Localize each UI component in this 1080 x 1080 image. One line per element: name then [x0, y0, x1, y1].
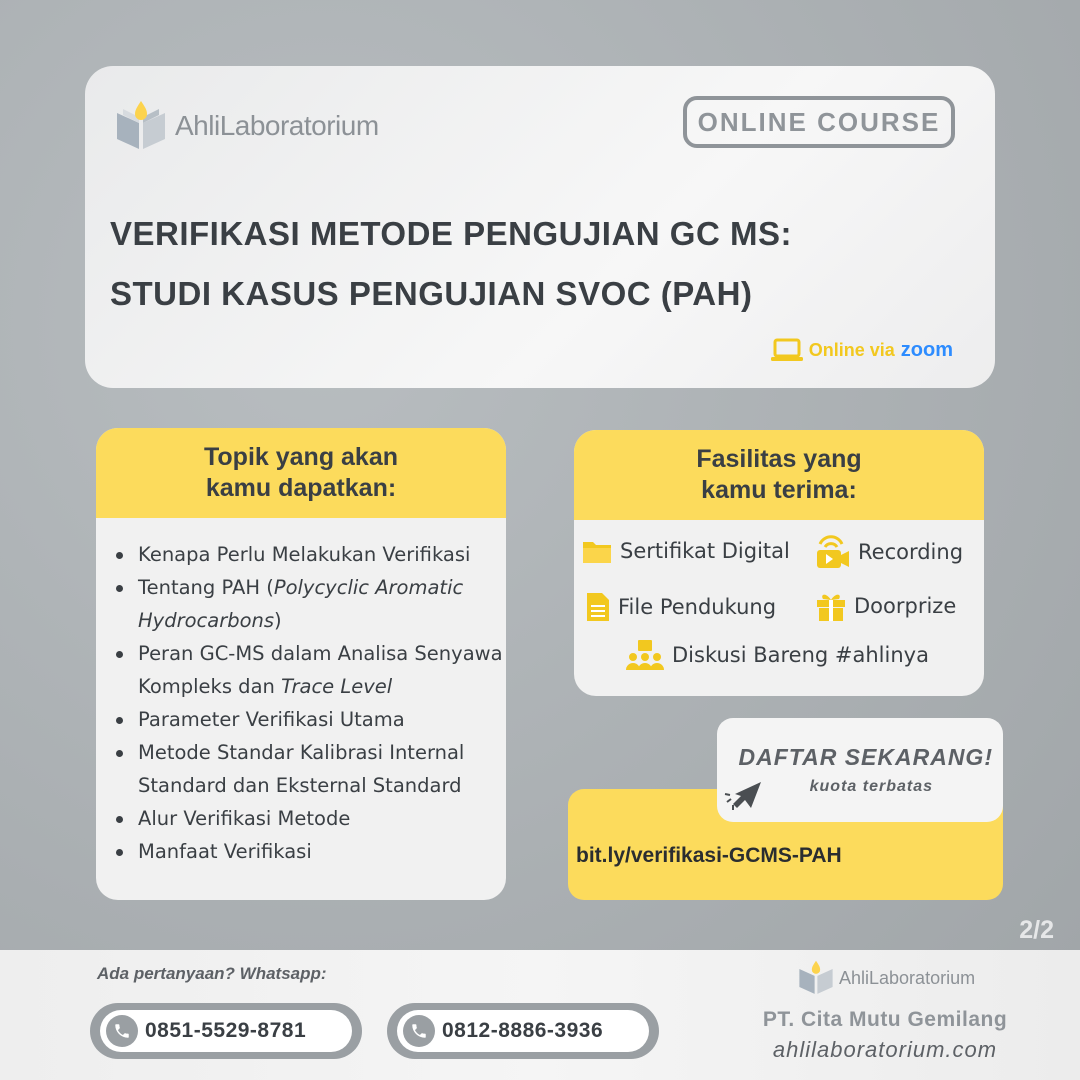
topic-text: Peran GC-MS dalam Analisa Senyawa Kompleks dan [138, 642, 503, 698]
list-item [116, 538, 506, 571]
title-line-2: STUDI KASUS PENGUJIAN SVOC (PAH) [110, 275, 753, 312]
phone-icon [403, 1015, 435, 1047]
whatsapp-contact-1[interactable] [90, 1003, 362, 1059]
topic-text: Manfaat Verifikasi [138, 840, 312, 863]
topics-heading [96, 428, 506, 518]
video-camera-icon [816, 535, 850, 569]
topics-card [96, 428, 506, 900]
register-now-callout [717, 718, 1003, 822]
online-via-label: Online via [808, 339, 895, 360]
brand-name: AhliLaboratorium [175, 110, 379, 141]
facilities-heading [574, 430, 984, 520]
book-logo-icon [798, 960, 834, 996]
facility-label: Sertifikat Digital [620, 539, 790, 563]
whatsapp-contact-2[interactable] [387, 1003, 659, 1059]
registration-link[interactable]: bit.ly/verifikasi-GCMS-PAH [576, 844, 842, 867]
list-item [116, 802, 506, 835]
register-now-label: DAFTAR SEKARANG! [738, 744, 993, 770]
header-card [85, 66, 995, 388]
list-item [116, 835, 506, 868]
topic-text: Alur Verifikasi Metode [138, 807, 351, 830]
laptop-icon [771, 338, 803, 362]
gift-icon [816, 590, 846, 622]
list-item [116, 571, 506, 637]
limited-quota-label: kuota terbatas [809, 778, 933, 795]
page-title [110, 204, 970, 324]
topic-text: Tentang PAH ( [138, 576, 274, 599]
footer-brand-logo [798, 960, 975, 996]
phone-number: 0812-8886-3936 [442, 1019, 604, 1042]
facility-files [586, 592, 776, 622]
footer [0, 950, 1080, 1080]
title-line-1: VERIFIKASI METODE PENGUJIAN GC MS: [110, 215, 792, 252]
topic-text: ) [274, 609, 282, 632]
facility-discussion [626, 640, 929, 670]
phone-icon [106, 1015, 138, 1047]
book-logo-icon [115, 101, 167, 151]
facility-recording [816, 535, 963, 569]
facility-certificate [582, 538, 790, 564]
page-number: 2/2 [1019, 916, 1054, 944]
folder-icon [582, 538, 612, 564]
topics-heading-line-1: Topik yang akan [203, 443, 399, 471]
brand-logo [115, 101, 379, 151]
contact-question: Ada pertanyaan? Whatsapp: [97, 964, 327, 983]
facility-label: File Pendukung [618, 595, 777, 619]
list-item [116, 637, 506, 703]
company-name: PT. Cita Mutu Gemilang [762, 1008, 1008, 1031]
topic-italic-text: Trace Level [281, 675, 393, 698]
footer-brand-name: AhliLaboratorium [839, 967, 976, 988]
list-item [116, 703, 506, 736]
facilities-heading-line-1: Fasilitas yang [696, 445, 862, 473]
phone-number: 0851-5529-8781 [145, 1019, 307, 1042]
facility-label: Recording [858, 540, 964, 564]
topics-list [96, 518, 506, 868]
facility-label: Doorprize [854, 594, 957, 618]
facilities-grid [574, 520, 984, 696]
website-link[interactable]: ahlilaboratorium.com [772, 1037, 998, 1062]
online-via-zoom [771, 338, 953, 362]
topic-text: Parameter Verifikasi Utama [138, 708, 405, 731]
topic-text: Metode Standar Kalibrasi Internal Standard dan Eksternal Standard [138, 741, 465, 797]
topics-heading-line-2: kamu dapatkan: [205, 474, 397, 502]
topic-italic-text: Polycyclic Aromatic Hydrocarbons [138, 576, 464, 632]
group-icon [626, 640, 664, 670]
click-cursor-icon [721, 780, 761, 816]
facilities-heading-line-2: kamu terima: [701, 476, 857, 504]
facilities-card [574, 430, 984, 696]
online-course-badge: ONLINE COURSE [683, 96, 955, 148]
document-icon [586, 592, 610, 622]
zoom-label: zoom [900, 338, 953, 361]
topic-text: Kenapa Perlu Melakukan Verifikasi [138, 543, 471, 566]
list-item [116, 736, 506, 802]
facility-label: Diskusi Bareng #ahlinya [672, 643, 929, 667]
facility-doorprize [816, 590, 956, 622]
